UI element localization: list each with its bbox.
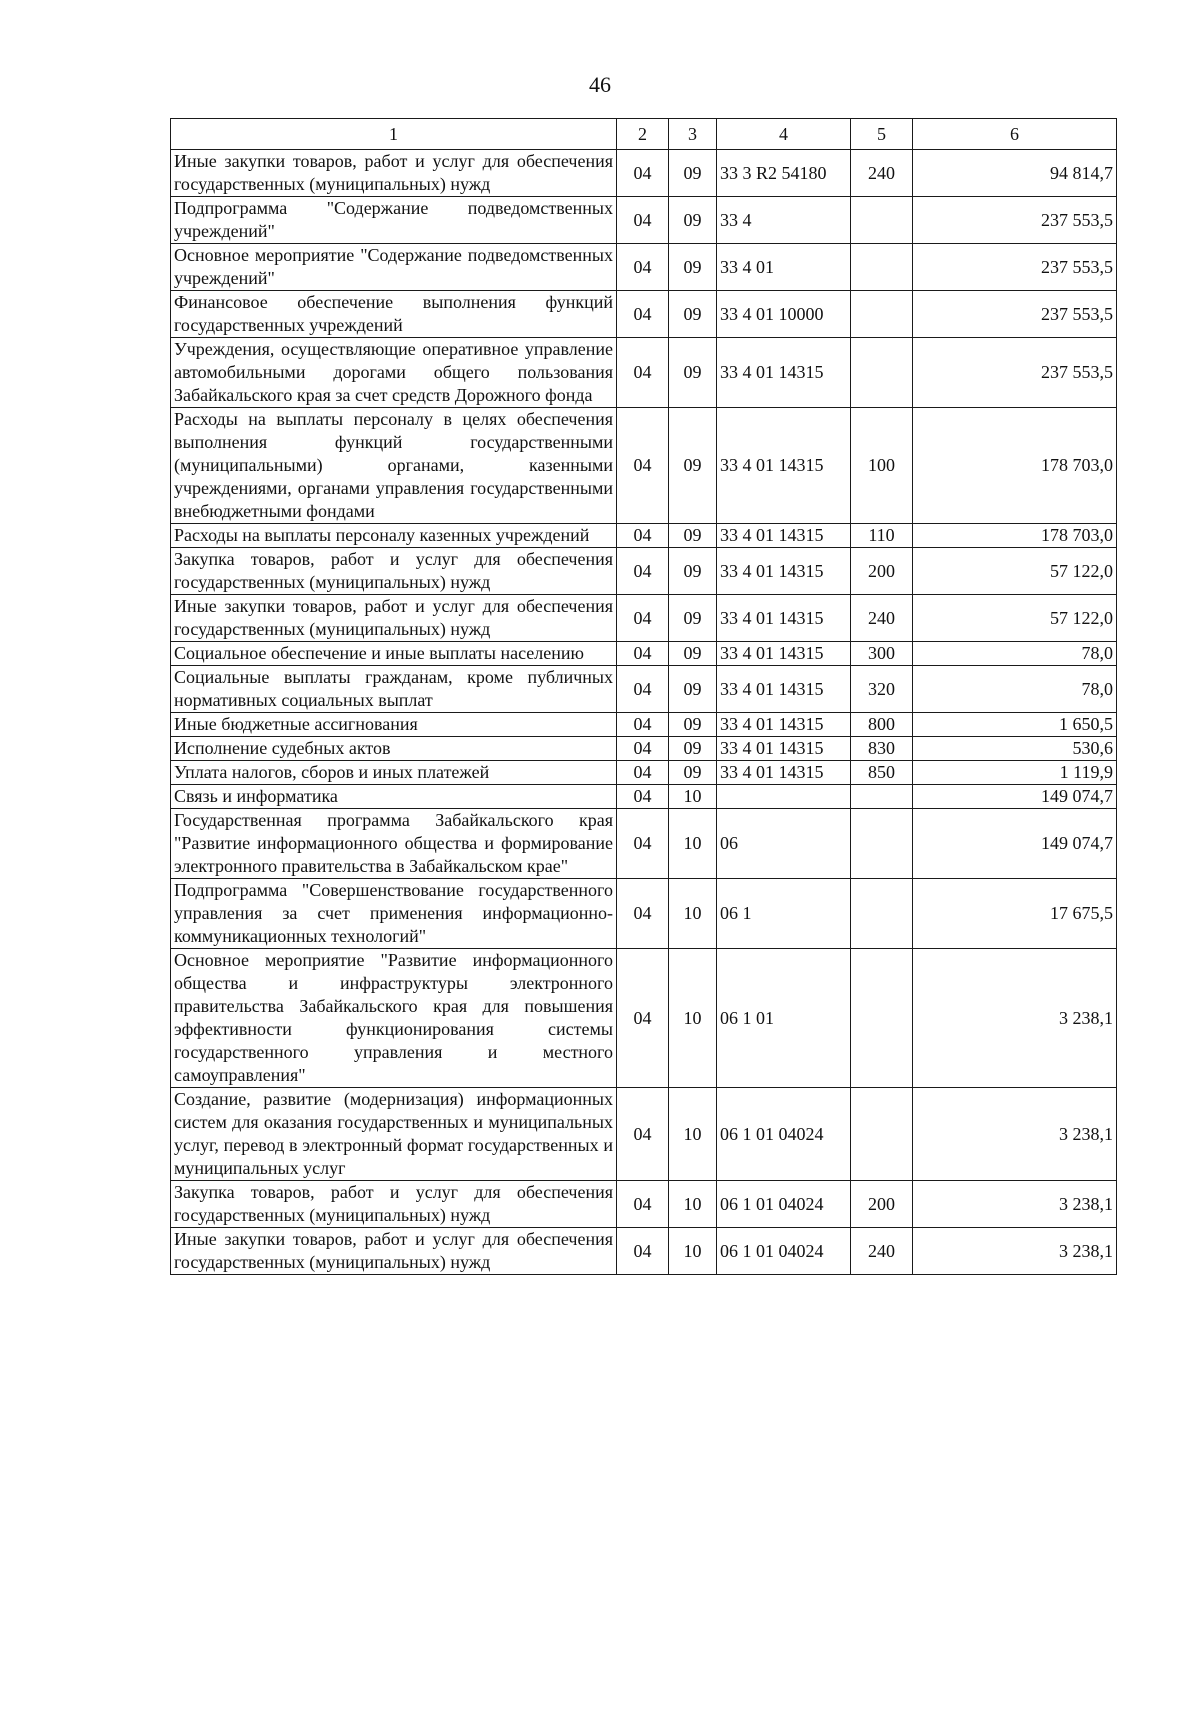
expense-type-cell: 850: [851, 761, 913, 785]
target-code-cell: 33 4 01 14315: [717, 642, 851, 666]
amount-cell: 3 238,1: [913, 1228, 1117, 1275]
target-code-cell: [717, 785, 851, 809]
expense-type-cell: [851, 1088, 913, 1181]
expense-type-cell: 240: [851, 150, 913, 197]
amount-cell: 1 119,9: [913, 761, 1117, 785]
table-row: [171, 291, 1117, 338]
row-name-cell: Социальные выплаты гражданам, кроме публичных нормативных социальных выплат: [171, 666, 617, 713]
section-code-cell: 04: [617, 548, 669, 595]
target-code-cell: 06 1: [717, 879, 851, 949]
expense-type-cell: [851, 785, 913, 809]
amount-cell: 94 814,7: [913, 150, 1117, 197]
expense-type-cell: 830: [851, 737, 913, 761]
target-code-cell: 33 3 R2 54180: [717, 150, 851, 197]
section-code-cell: 04: [617, 666, 669, 713]
expense-type-cell: [851, 879, 913, 949]
target-code-cell: 33 4 01 14315: [717, 737, 851, 761]
table-row: [171, 595, 1117, 642]
amount-cell: 78,0: [913, 666, 1117, 713]
amount-cell: 17 675,5: [913, 879, 1117, 949]
section-code-cell: 04: [617, 785, 669, 809]
section-code-cell: 04: [617, 524, 669, 548]
row-name-cell: Иные закупки товаров, работ и услуг для обеспечения государственных (муниципальных) нужд: [171, 595, 617, 642]
header-cell: 3: [669, 119, 717, 150]
amount-cell: 530,6: [913, 737, 1117, 761]
header-cell: 4: [717, 119, 851, 150]
table-row: [171, 642, 1117, 666]
expense-type-cell: [851, 244, 913, 291]
row-name-cell: Расходы на выплаты персоналу в целях обеспечения выполнения функций государственными (муниципальными) органами, казенными учреждениями, органами управления государственными внебюджетными фондами: [171, 408, 617, 524]
table-row: [171, 244, 1117, 291]
table-row: [171, 408, 1117, 524]
amount-cell: 237 553,5: [913, 197, 1117, 244]
table-row: [171, 809, 1117, 879]
expense-type-cell: 100: [851, 408, 913, 524]
amount-cell: 178 703,0: [913, 524, 1117, 548]
subsection-code-cell: 09: [669, 150, 717, 197]
expense-type-cell: [851, 291, 913, 338]
table-row: [171, 666, 1117, 713]
section-code-cell: 04: [617, 244, 669, 291]
amount-cell: 237 553,5: [913, 338, 1117, 408]
subsection-code-cell: 10: [669, 809, 717, 879]
row-name-cell: Расходы на выплаты персоналу казенных учреждений: [171, 524, 617, 548]
section-code-cell: 04: [617, 761, 669, 785]
subsection-code-cell: 09: [669, 737, 717, 761]
table-header-row: [171, 119, 1117, 150]
table-row: [171, 197, 1117, 244]
section-code-cell: 04: [617, 713, 669, 737]
expense-type-cell: 240: [851, 1228, 913, 1275]
section-code-cell: 04: [617, 150, 669, 197]
amount-cell: 178 703,0: [913, 408, 1117, 524]
expense-type-cell: 240: [851, 595, 913, 642]
subsection-code-cell: 09: [669, 291, 717, 338]
expense-type-cell: 320: [851, 666, 913, 713]
row-name-cell: Подпрограмма "Совершенствование государственного управления за счет применения информационно-коммуникационных технологий": [171, 879, 617, 949]
subsection-code-cell: 09: [669, 666, 717, 713]
header-cell: 5: [851, 119, 913, 150]
row-name-cell: Иные бюджетные ассигнования: [171, 713, 617, 737]
expense-type-cell: 110: [851, 524, 913, 548]
subsection-code-cell: 09: [669, 595, 717, 642]
target-code-cell: 33 4: [717, 197, 851, 244]
page-number: 46: [589, 72, 611, 97]
row-name-cell: Учреждения, осуществляющие оперативное управление автомобильными дорогами общего пользования Забайкальского края за счет средств Дорожного фонда: [171, 338, 617, 408]
table-row: [171, 785, 1117, 809]
row-name-cell: Создание, развитие (модернизация) информационных систем для оказания государственных и муниципальных услуг, перевод в электронный формат государственных и муниципальных услуг: [171, 1088, 617, 1181]
amount-cell: 149 074,7: [913, 809, 1117, 879]
subsection-code-cell: 10: [669, 1088, 717, 1181]
row-name-cell: Иные закупки товаров, работ и услуг для обеспечения государственных (муниципальных) нужд: [171, 150, 617, 197]
table-row: [171, 949, 1117, 1088]
expense-type-cell: 300: [851, 642, 913, 666]
expense-type-cell: 800: [851, 713, 913, 737]
target-code-cell: 33 4 01 14315: [717, 524, 851, 548]
row-name-cell: Иные закупки товаров, работ и услуг для обеспечения государственных (муниципальных) нужд: [171, 1228, 617, 1275]
row-name-cell: Подпрограмма "Содержание подведомственных учреждений": [171, 197, 617, 244]
header-cell: 2: [617, 119, 669, 150]
amount-cell: 78,0: [913, 642, 1117, 666]
section-code-cell: 04: [617, 1228, 669, 1275]
table-row: [171, 737, 1117, 761]
amount-cell: 237 553,5: [913, 244, 1117, 291]
target-code-cell: 33 4 01 14315: [717, 666, 851, 713]
row-name-cell: Закупка товаров, работ и услуг для обеспечения государственных (муниципальных) нужд: [171, 548, 617, 595]
target-code-cell: 33 4 01 14315: [717, 713, 851, 737]
subsection-code-cell: 09: [669, 197, 717, 244]
subsection-code-cell: 10: [669, 785, 717, 809]
section-code-cell: 04: [617, 595, 669, 642]
header-cell: 1: [171, 119, 617, 150]
budget-table: [170, 118, 1117, 1275]
section-code-cell: 04: [617, 338, 669, 408]
row-name-cell: Исполнение судебных актов: [171, 737, 617, 761]
amount-cell: 57 122,0: [913, 548, 1117, 595]
table-row: [171, 879, 1117, 949]
row-name-cell: Уплата налогов, сборов и иных платежей: [171, 761, 617, 785]
section-code-cell: 04: [617, 642, 669, 666]
amount-cell: 3 238,1: [913, 949, 1117, 1088]
row-name-cell: Государственная программа Забайкальского края "Развитие информационного общества и формирование электронного правительства в Забайкальском крае": [171, 809, 617, 879]
expense-type-cell: [851, 197, 913, 244]
amount-cell: 57 122,0: [913, 595, 1117, 642]
section-code-cell: 04: [617, 809, 669, 879]
target-code-cell: 06 1 01: [717, 949, 851, 1088]
table-row: [171, 150, 1117, 197]
row-name-cell: Закупка товаров, работ и услуг для обеспечения государственных (муниципальных) нужд: [171, 1181, 617, 1228]
target-code-cell: 33 4 01 14315: [717, 595, 851, 642]
section-code-cell: 04: [617, 408, 669, 524]
target-code-cell: 33 4 01 14315: [717, 408, 851, 524]
amount-cell: 3 238,1: [913, 1181, 1117, 1228]
header-cell: 6: [913, 119, 1117, 150]
subsection-code-cell: 09: [669, 524, 717, 548]
expense-type-cell: [851, 809, 913, 879]
expense-type-cell: 200: [851, 548, 913, 595]
table-row: [171, 761, 1117, 785]
section-code-cell: 04: [617, 1181, 669, 1228]
subsection-code-cell: 10: [669, 949, 717, 1088]
amount-cell: 3 238,1: [913, 1088, 1117, 1181]
subsection-code-cell: 10: [669, 1228, 717, 1275]
row-name-cell: Основное мероприятие "Содержание подведомственных учреждений": [171, 244, 617, 291]
section-code-cell: 04: [617, 1088, 669, 1181]
section-code-cell: 04: [617, 291, 669, 338]
subsection-code-cell: 09: [669, 761, 717, 785]
section-code-cell: 04: [617, 879, 669, 949]
target-code-cell: 33 4 01 14315: [717, 548, 851, 595]
row-name-cell: Финансовое обеспечение выполнения функций государственных учреждений: [171, 291, 617, 338]
subsection-code-cell: 09: [669, 642, 717, 666]
expense-type-cell: [851, 949, 913, 1088]
section-code-cell: 04: [617, 197, 669, 244]
target-code-cell: 06 1 01 04024: [717, 1088, 851, 1181]
row-name-cell: Связь и информатика: [171, 785, 617, 809]
subsection-code-cell: 09: [669, 713, 717, 737]
table-row: [171, 338, 1117, 408]
subsection-code-cell: 09: [669, 338, 717, 408]
table-row: [171, 1181, 1117, 1228]
target-code-cell: 06 1 01 04024: [717, 1181, 851, 1228]
subsection-code-cell: 09: [669, 548, 717, 595]
amount-cell: 149 074,7: [913, 785, 1117, 809]
subsection-code-cell: 10: [669, 879, 717, 949]
subsection-code-cell: 09: [669, 408, 717, 524]
row-name-cell: Социальное обеспечение и иные выплаты населению: [171, 642, 617, 666]
table-row: [171, 524, 1117, 548]
expense-type-cell: 200: [851, 1181, 913, 1228]
table-row: [171, 713, 1117, 737]
amount-cell: 237 553,5: [913, 291, 1117, 338]
subsection-code-cell: 09: [669, 244, 717, 291]
table-row: [171, 1088, 1117, 1181]
table-row: [171, 1228, 1117, 1275]
target-code-cell: 33 4 01 14315: [717, 338, 851, 408]
target-code-cell: 33 4 01 10000: [717, 291, 851, 338]
expense-type-cell: [851, 338, 913, 408]
target-code-cell: 06 1 01 04024: [717, 1228, 851, 1275]
row-name-cell: Основное мероприятие "Развитие информационного общества и инфраструктуры электронного правительства Забайкальского края для повышения эффективности функционирования системы государственного управления и местного самоуправления": [171, 949, 617, 1088]
section-code-cell: 04: [617, 737, 669, 761]
amount-cell: 1 650,5: [913, 713, 1117, 737]
target-code-cell: 33 4 01 14315: [717, 761, 851, 785]
target-code-cell: 33 4 01: [717, 244, 851, 291]
table-row: [171, 548, 1117, 595]
subsection-code-cell: 10: [669, 1181, 717, 1228]
section-code-cell: 04: [617, 949, 669, 1088]
target-code-cell: 06: [717, 809, 851, 879]
